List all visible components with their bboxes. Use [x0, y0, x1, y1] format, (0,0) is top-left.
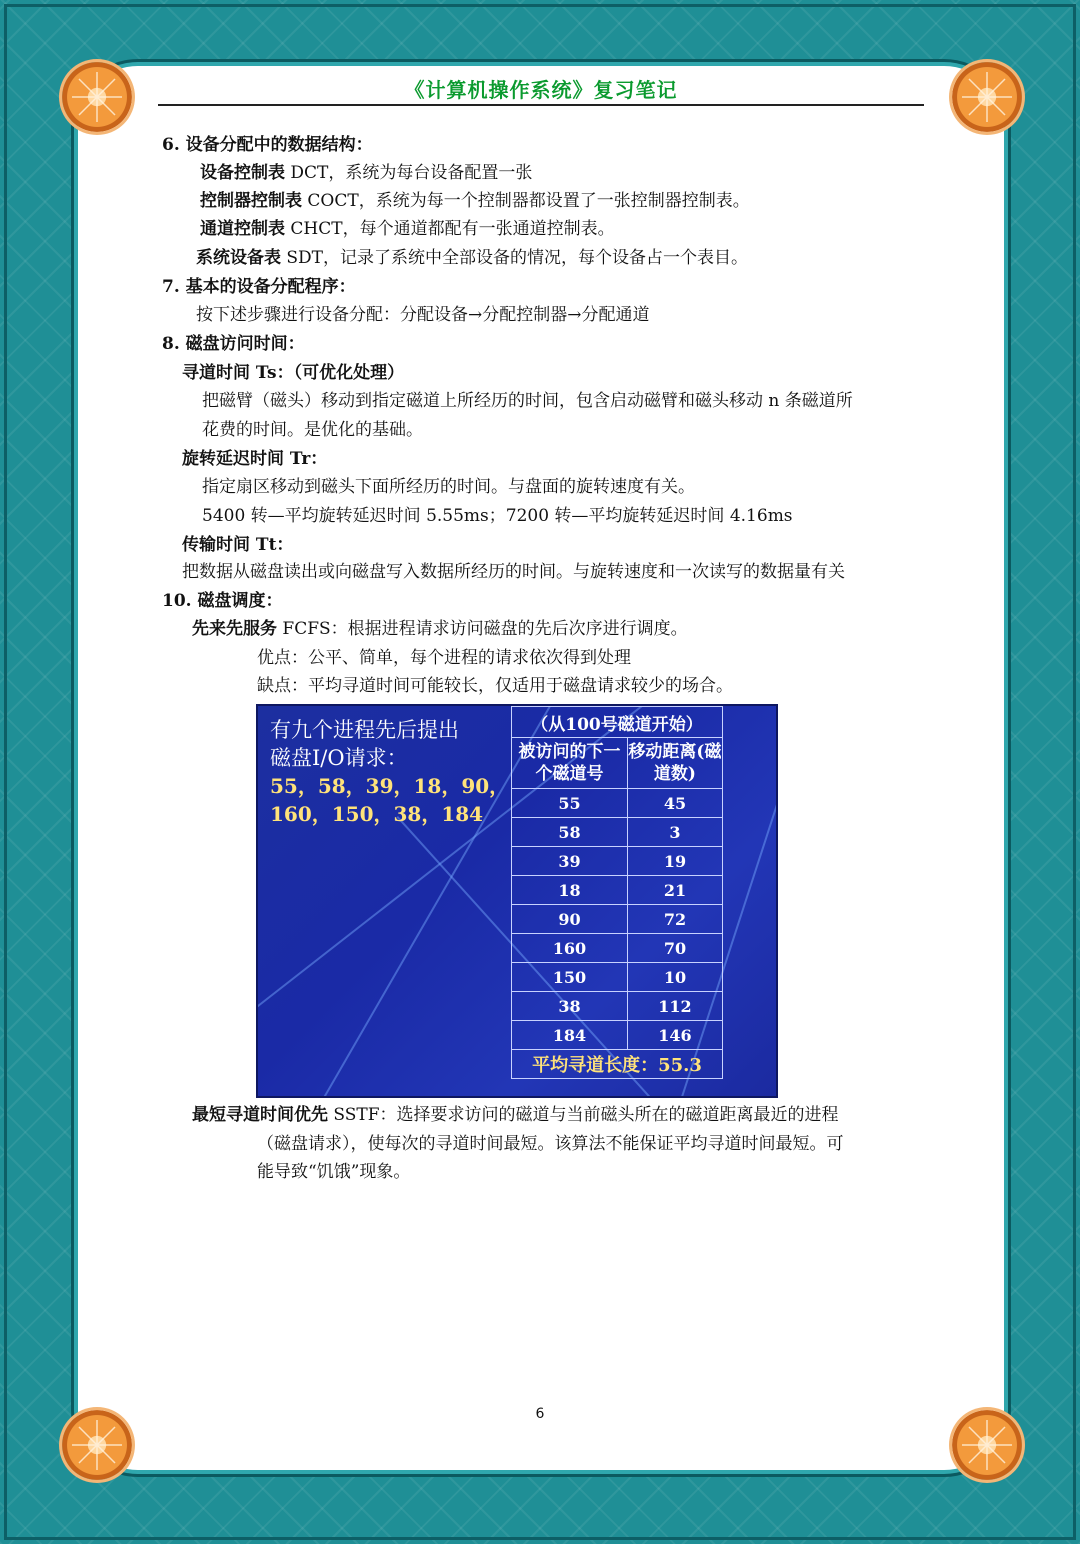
column-header: 移动距离(磁道数) — [627, 738, 722, 789]
slide-question — [270, 716, 510, 828]
distance-cell: 10 — [627, 963, 722, 992]
track-cell: 150 — [512, 963, 628, 992]
term: 系统设备表 — [196, 248, 281, 268]
track-cell: 184 — [512, 1021, 628, 1050]
text-line — [200, 190, 750, 212]
term: 先来先服务 — [192, 619, 277, 639]
distance-cell: 19 — [627, 847, 722, 876]
track-cell: 38 — [512, 992, 628, 1021]
table-row — [512, 847, 723, 876]
text-line — [200, 218, 615, 240]
text-line — [196, 247, 748, 269]
table-row — [512, 992, 723, 1021]
column-header: 被访问的下一个磁道号 — [512, 738, 628, 789]
page-number: 6 — [535, 1406, 545, 1422]
table-row — [512, 963, 723, 992]
distance-cell: 146 — [627, 1021, 722, 1050]
track-cell: 90 — [512, 905, 628, 934]
text-line: 优点：公平、简单，每个进程的请求依次得到处理 — [257, 648, 631, 668]
table-row — [512, 876, 723, 905]
distance-cell: 3 — [627, 818, 722, 847]
section-heading: 10. 磁盘调度： — [162, 591, 283, 611]
distance-cell: 21 — [627, 876, 722, 905]
slide-question-line: 磁盘I/O请求： — [270, 746, 408, 770]
request-sequence: 55，58，39，18，90， — [270, 774, 510, 798]
text-line — [192, 1104, 839, 1126]
text: CHCT，每个通道都配有一张通道控制表。 — [285, 219, 615, 239]
section-heading: 7. 基本的设备分配程序： — [162, 277, 356, 297]
table-row — [512, 905, 723, 934]
text-line: 5400 转—平均旋转延迟时间 5.55ms；7200 转—平均旋转延迟时间 4.16ms — [202, 506, 793, 526]
text-line: 花费的时间。是优化的基础。 — [202, 420, 423, 440]
distance-cell: 45 — [627, 789, 722, 818]
text: SSTF：选择要求访问的磁道与当前磁头所在的磁道距离最近的进程 — [328, 1105, 839, 1125]
term: 设备控制表 — [200, 163, 285, 183]
track-cell: 55 — [512, 789, 628, 818]
text-line: 指定扇区移动到磁头下面所经历的时间。与盘面的旋转速度有关。 — [202, 477, 695, 497]
track-cell: 160 — [512, 934, 628, 963]
text-line: （磁盘请求），使每次的寻道时间最短。该算法不能保证平均寻道时间最短。可 — [257, 1134, 844, 1154]
slide-question-line: 有九个进程先后提出 — [270, 718, 459, 742]
term: 通道控制表 — [200, 219, 285, 239]
fcfs-example-slide — [256, 704, 778, 1098]
subheading: 寻道时间 Ts：（可优化处理） — [182, 363, 405, 383]
text: FCFS：根据进程请求访问磁盘的先后次序进行调度。 — [277, 619, 688, 639]
text-line: 按下述步骤进行设备分配：分配设备→分配控制器→分配通道 — [196, 305, 650, 325]
text-line: 把数据从磁盘读出或向磁盘写入数据所经历的时间。与旋转速度和一次读写的数据量有关 — [182, 562, 845, 582]
table-row — [512, 1021, 723, 1050]
track-cell: 18 — [512, 876, 628, 905]
distance-cell: 70 — [627, 934, 722, 963]
request-sequence: 160，150，38，184 — [270, 802, 484, 826]
text-line: 把磁臂（磁头）移动到指定磁道上所经历的时间，包含启动磁臂和磁头移动 n 条磁道所 — [202, 391, 853, 411]
table-caption: （从100号磁道开始） — [512, 707, 723, 738]
track-cell: 58 — [512, 818, 628, 847]
text-line: 缺点：平均寻道时间可能较长，仅适用于磁盘请求较少的场合。 — [257, 676, 733, 696]
distance-cell: 72 — [627, 905, 722, 934]
track-cell: 39 — [512, 847, 628, 876]
text: DCT，系统为每台设备配置一张 — [285, 163, 533, 183]
page-title: 《计算机操作系统》复习笔记 — [404, 78, 678, 102]
text-line: 能导致“饥饿”现象。 — [257, 1162, 411, 1182]
text-line — [200, 162, 532, 184]
text: SDT，记录了系统中全部设备的情况，每个设备占一个表目。 — [281, 248, 749, 268]
distance-cell: 112 — [627, 992, 722, 1021]
term: 控制器控制表 — [200, 191, 302, 211]
table-row — [512, 934, 723, 963]
subheading: 传输时间 Tt： — [182, 535, 294, 555]
average-seek-length: 平均寻道长度：55.3 — [512, 1050, 723, 1079]
text: COCT，系统为每一个控制器都设置了一张控制器控制表。 — [302, 191, 750, 211]
subheading: 旋转延迟时间 Tr： — [182, 449, 328, 469]
section-heading: 6. 设备分配中的数据结构： — [162, 135, 373, 155]
table-row — [512, 818, 723, 847]
section-heading: 8. 磁盘访问时间： — [162, 334, 305, 354]
text-line — [192, 618, 688, 640]
term: 最短寻道时间优先 — [192, 1105, 328, 1125]
seek-table — [511, 706, 723, 1079]
table-row — [512, 789, 723, 818]
